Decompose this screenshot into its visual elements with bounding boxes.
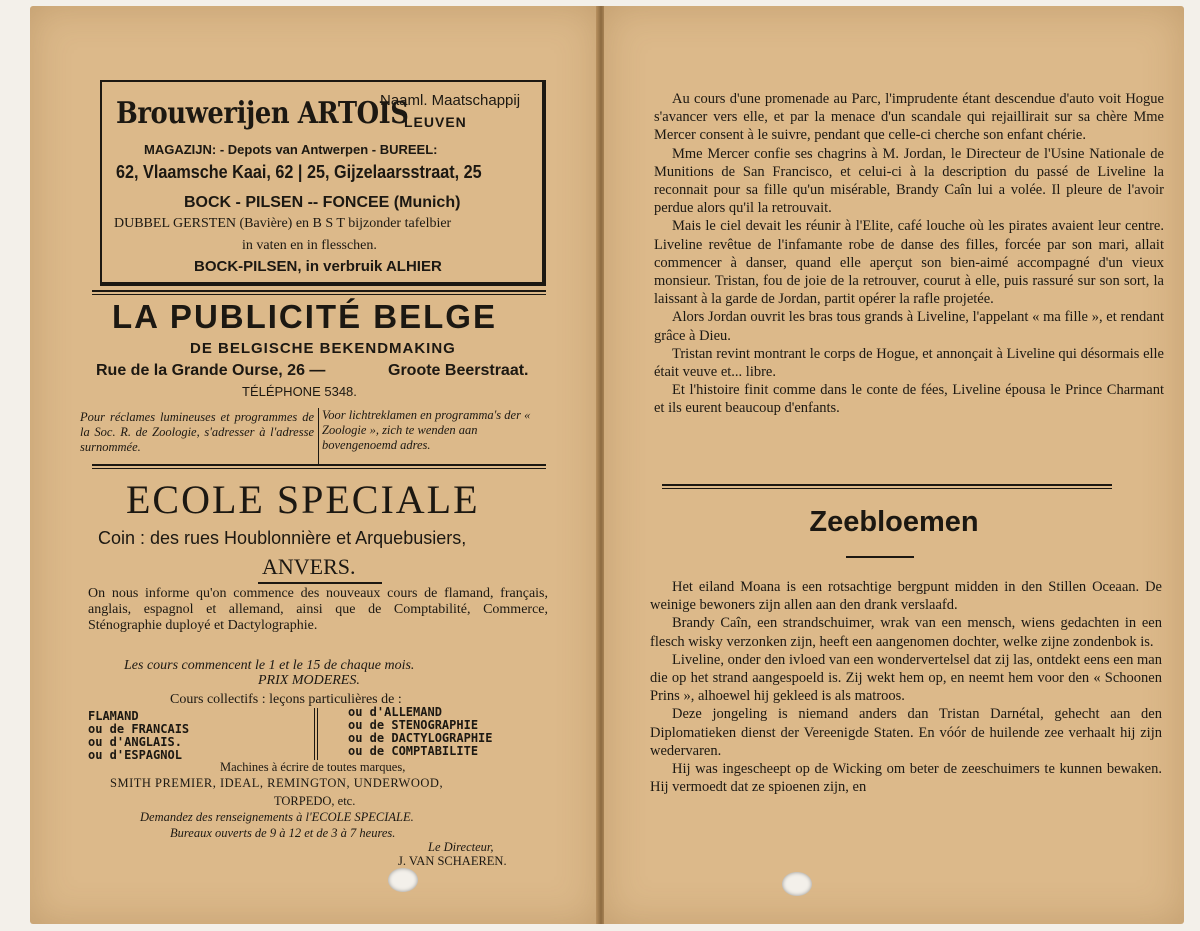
publicite-subtitle: DE BELGISCHE BEKENDMAKING [190, 340, 456, 357]
artois-brand-name: Brouwerijen ARTOIS [116, 96, 409, 131]
ecole-intro: On nous informe qu'on commence des nouveaux cours de flamand, français, anglais, espagnol et allemand, ainsi que de Comptabilité, Commerce, Sténographie duployé et Dactylographie. [88, 586, 548, 633]
list-item: ou de COMPTABILITE [348, 744, 479, 758]
publicite-note-nl: Voor lichtreklamen en programma's der « Zoologie », zich te wenden aan bovengenoemd adres. [322, 408, 531, 452]
ecole-city: ANVERS. [262, 554, 356, 579]
publicite-telephone: TÉLÉPHONE 5348. [242, 384, 357, 399]
ecole-prices: PRIX MODERES. [258, 673, 360, 688]
paragraph: Tristan revint montrant le corps de Hogue, et annonçait à Liveline qui désormais elle était veuve et... libre. [654, 345, 1164, 381]
publicite-title: LA PUBLICITÉ BELGE [112, 298, 497, 335]
artois-advertisement [100, 80, 546, 286]
ecole-director-name: J. VAN SCHAEREN. [398, 854, 507, 868]
list-item: ou d'ESPAGNOL [88, 748, 182, 762]
dutch-story-title: Zeebloemen [809, 506, 979, 538]
ecole-directeur: Le Directeur, [428, 840, 494, 854]
ecole-torpedo: TORPEDO, etc. [274, 794, 356, 808]
divider [317, 708, 318, 760]
ecole-title: ECOLE SPECIALE [126, 477, 480, 522]
publicite-note-fr: Pour réclames lumineuses et programmes de la Soc. R. de Zoologie, s'adresser à l'adresse surnommée. [80, 410, 314, 454]
punch-hole [388, 868, 418, 892]
ecole-languages-right [348, 706, 493, 758]
list-item: ou d'ALLEMAND [348, 705, 442, 719]
divider [846, 556, 914, 558]
left-page [30, 6, 598, 924]
divider [92, 290, 546, 295]
ecole-machines: Machines à écrire de toutes marques, [220, 760, 406, 774]
paragraph: Et l'histoire finit comme dans le conte de fées, Liveline épousa le Prince Charmant et ils eurent beaucoup d'enfants. [654, 382, 1164, 417]
ecole-languages-left [88, 710, 189, 762]
artois-city: LEUVEN [404, 114, 467, 130]
punch-hole [782, 872, 812, 896]
ecole-brands: SMITH PREMIER, IDEAL, REMINGTON, UNDERWOOD, [110, 776, 444, 790]
ecole-bureaux: Bureaux ouverts de 9 à 12 et de 3 à 7 heures. [170, 826, 396, 840]
artois-dubbel: DUBBEL GERSTEN (Bavière) en B S T bijzonder tafelbier [114, 216, 452, 231]
publicite-address-fr: Rue de la Grande Ourse, 26 — [96, 362, 326, 379]
list-item: ou de STENOGRAPHIE [348, 718, 479, 732]
paragraph: Mais le ciel devait les réunir à l'Elite, café louche où les pirates avaient leur centre. Liveline revêtue de l'infamante robe de danse des filles, forcée par son mari, allait commencer à danser, quand elle aperçut son bien-aimé accompagné d'un vieux monsieur. Tristan, fou de joie de la retrouver, courut à elle, puis rassuré sur son sort, la laissant à la garde de Jordan, partit opérer la rafle projetée. [654, 218, 1164, 308]
paragraph: Au cours d'une promenade au Parc, l'imprudente étant descendue d'auto voit Hogue s'avancer vers elle, et par la menace d'un scandale qui rejaillirait sur sa chère Mme Mercer consent à le suivre, pendant que celle-ci cherche son enfant chérie. [654, 91, 1164, 144]
artois-addresses: 62, Vlaamsche Kaai, 62 | 25, Gijzelaarsstraat, 25 [116, 162, 482, 182]
divider [314, 708, 315, 760]
ecole-schedule: Les cours commencent le 1 et le 15 de chaque mois. [124, 658, 415, 673]
artois-verbruik: BOCK-PILSEN, in verbruik ALHIER [194, 258, 442, 275]
paragraph: Deze jongeling is niemand anders dan Tristan Darnétal, gehecht aan den Diplomatieken dienst der Vereenigde Staten. En vóór de huilende zee verhaalt hij zijn wedervaren. [650, 706, 1162, 759]
paragraph: Alors Jordan ouvrit les bras tous grands à Liveline, l'appelant « ma fille », et rendant grâce à Dieu. [654, 309, 1164, 344]
artois-magazijn: MAGAZIJN: - Depots van Antwerpen - BUREEL: [144, 142, 438, 157]
paragraph: Brandy Caîn, een strandschuimer, wrak van een mensch, wiens gedachten in een flesch wisky verzonken zijn, heeft een aangenomen dochter, welke zijne zondenbok is. [650, 615, 1162, 650]
ecole-demandez: Demandez des renseignements à l'ECOLE SPECIALE. [140, 810, 414, 824]
ecole-corner: Coin : des rues Houblonnière et Arquebusiers, [98, 528, 467, 548]
paragraph: Het eiland Moana is een rotsachtige bergpunt midden in den Stillen Oceaan. De weinige bewoners zijn allen aan den drank verslaafd. [650, 579, 1162, 614]
paragraph: Liveline, onder den ivloed van een wondervertelsel dat zij las, ontdekt eens een man die op het strand aangespoeld is. Zij wekt hem op, en neemt hem voor den « Schoonen Prins », alhoewel hij gekleed is als matroos. [650, 651, 1162, 705]
list-item: ou de FRANCAIS [88, 722, 190, 736]
ecole-collective: Cours collectifs : leçons particulières de : [170, 692, 402, 707]
artois-company-type: Naaml. Maatschappij [380, 92, 521, 109]
artois-beers: BOCK - PILSEN -- FONCEE (Munich) [184, 194, 461, 211]
publicite-address-nl: Groote Beerstraat. [388, 362, 529, 379]
divider [92, 464, 546, 469]
list-item: ou d'ANGLAIS. [88, 735, 182, 749]
list-item: ou de DACTYLOGRAPHIE [348, 731, 493, 745]
dutch-story [650, 578, 1162, 796]
artois-vaten: in vaten en in flesschen. [242, 238, 377, 253]
french-story [654, 90, 1164, 418]
divider [318, 408, 319, 464]
right-page [604, 6, 1184, 924]
divider [258, 582, 382, 584]
list-item: FLAMAND [88, 709, 139, 723]
paragraph: Mme Mercer confie ses chagrins à M. Jordan, le Directeur de l'Usine Nationale de Munitions de San Francisco, et celui-ci à la description du passé de Liveline la reconnait pour sa fille qu'un misérable, Brandy Caîn lui a volée. Il pleure de l'avoir perdue alors qu'il la retrouvait. [654, 145, 1164, 217]
divider [662, 484, 1112, 489]
paragraph: Hij was ingescheept op de Wicking om beter de zeeschuimers te kunnen bewaken. Hij vermoedt dat ze spioenen zijn, en [650, 761, 1162, 796]
